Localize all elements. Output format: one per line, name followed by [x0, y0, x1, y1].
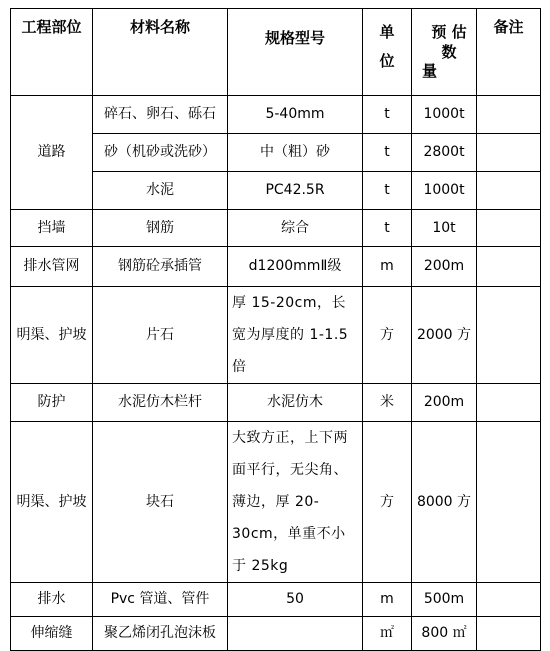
cell-part: 挡墙	[11, 210, 93, 247]
cell-spec	[228, 617, 363, 651]
cell-qty: 2000 方	[412, 287, 477, 384]
cell-remark	[477, 583, 541, 617]
header-spec: 规格型号	[228, 9, 363, 96]
cell-material: 片石	[93, 287, 228, 384]
cell-qty: 1000t	[412, 96, 477, 134]
cell-material: Pvc 管道、管件	[93, 583, 228, 617]
cell-unit: 方	[363, 287, 412, 384]
cell-qty: 10t	[412, 210, 477, 247]
header-row	[11, 9, 541, 96]
cell-material: 水泥仿木栏杆	[93, 384, 228, 422]
cell-spec: 大致方正，上下两面平行，无尖角、薄边，厚 20-30cm，单重不小于 25kg	[228, 422, 363, 583]
cell-material: 碎石、卵石、砾石	[93, 96, 228, 134]
cell-qty: 1000t	[412, 172, 477, 210]
cell-part: 明渠、护坡	[11, 287, 93, 384]
cell-material: 水泥	[93, 172, 228, 210]
cell-spec: 50	[228, 583, 363, 617]
cell-part: 伸缩缝	[11, 617, 93, 651]
cell-unit: ㎡	[363, 617, 412, 651]
cell-remark	[477, 210, 541, 247]
cell-part: 排水	[11, 583, 93, 617]
cell-remark	[477, 134, 541, 172]
cell-part: 道路	[11, 96, 93, 210]
cell-part: 防护	[11, 384, 93, 422]
cell-spec: 综合	[228, 210, 363, 247]
cell-unit: m	[363, 247, 412, 287]
cell-spec: 厚 15-20cm，长宽为厚度的 1-1.5 倍	[228, 287, 363, 384]
table-row	[11, 287, 541, 384]
cell-remark	[477, 384, 541, 422]
table-row	[11, 384, 541, 422]
cell-remark	[477, 287, 541, 384]
cell-remark	[477, 247, 541, 287]
cell-spec: 水泥仿木	[228, 384, 363, 422]
cell-qty: 200m	[412, 247, 477, 287]
header-remark: 备注	[477, 9, 541, 96]
cell-part: 排水管网	[11, 247, 93, 287]
cell-part: 明渠、护坡	[11, 422, 93, 583]
cell-unit: 方	[363, 422, 412, 583]
materials-table	[10, 8, 541, 651]
cell-remark	[477, 617, 541, 651]
cell-qty: 800 ㎡	[412, 617, 477, 651]
table-row	[11, 583, 541, 617]
cell-unit: t	[363, 134, 412, 172]
cell-remark	[477, 422, 541, 583]
cell-qty: 8000 方	[412, 422, 477, 583]
cell-unit: t	[363, 172, 412, 210]
cell-qty: 2800t	[412, 134, 477, 172]
header-part: 工程部位	[11, 9, 93, 96]
cell-material: 钢筋砼承插管	[93, 247, 228, 287]
cell-material: 聚乙烯闭孔泡沫板	[93, 617, 228, 651]
cell-material: 砂（机砂或洗砂）	[93, 134, 228, 172]
cell-spec: 中（粗）砂	[228, 134, 363, 172]
cell-qty: 200m	[412, 384, 477, 422]
header-unit: 单 位	[363, 9, 412, 96]
table-row	[11, 247, 541, 287]
cell-material: 块石	[93, 422, 228, 583]
header-qty: 预 估 数 量	[412, 9, 477, 96]
cell-remark	[477, 96, 541, 134]
cell-unit: t	[363, 96, 412, 134]
cell-unit: 米	[363, 384, 412, 422]
table-row	[11, 617, 541, 651]
cell-material: 钢筋	[93, 210, 228, 247]
cell-unit: t	[363, 210, 412, 247]
cell-spec: d1200mmⅡ级	[228, 247, 363, 287]
cell-spec: 5-40mm	[228, 96, 363, 134]
cell-remark	[477, 172, 541, 210]
table-row	[11, 96, 541, 134]
table-row	[11, 422, 541, 583]
cell-spec: PC42.5R	[228, 172, 363, 210]
table-row	[11, 210, 541, 247]
cell-qty: 500m	[412, 583, 477, 617]
cell-unit: m	[363, 583, 412, 617]
header-material: 材料名称	[93, 9, 228, 96]
